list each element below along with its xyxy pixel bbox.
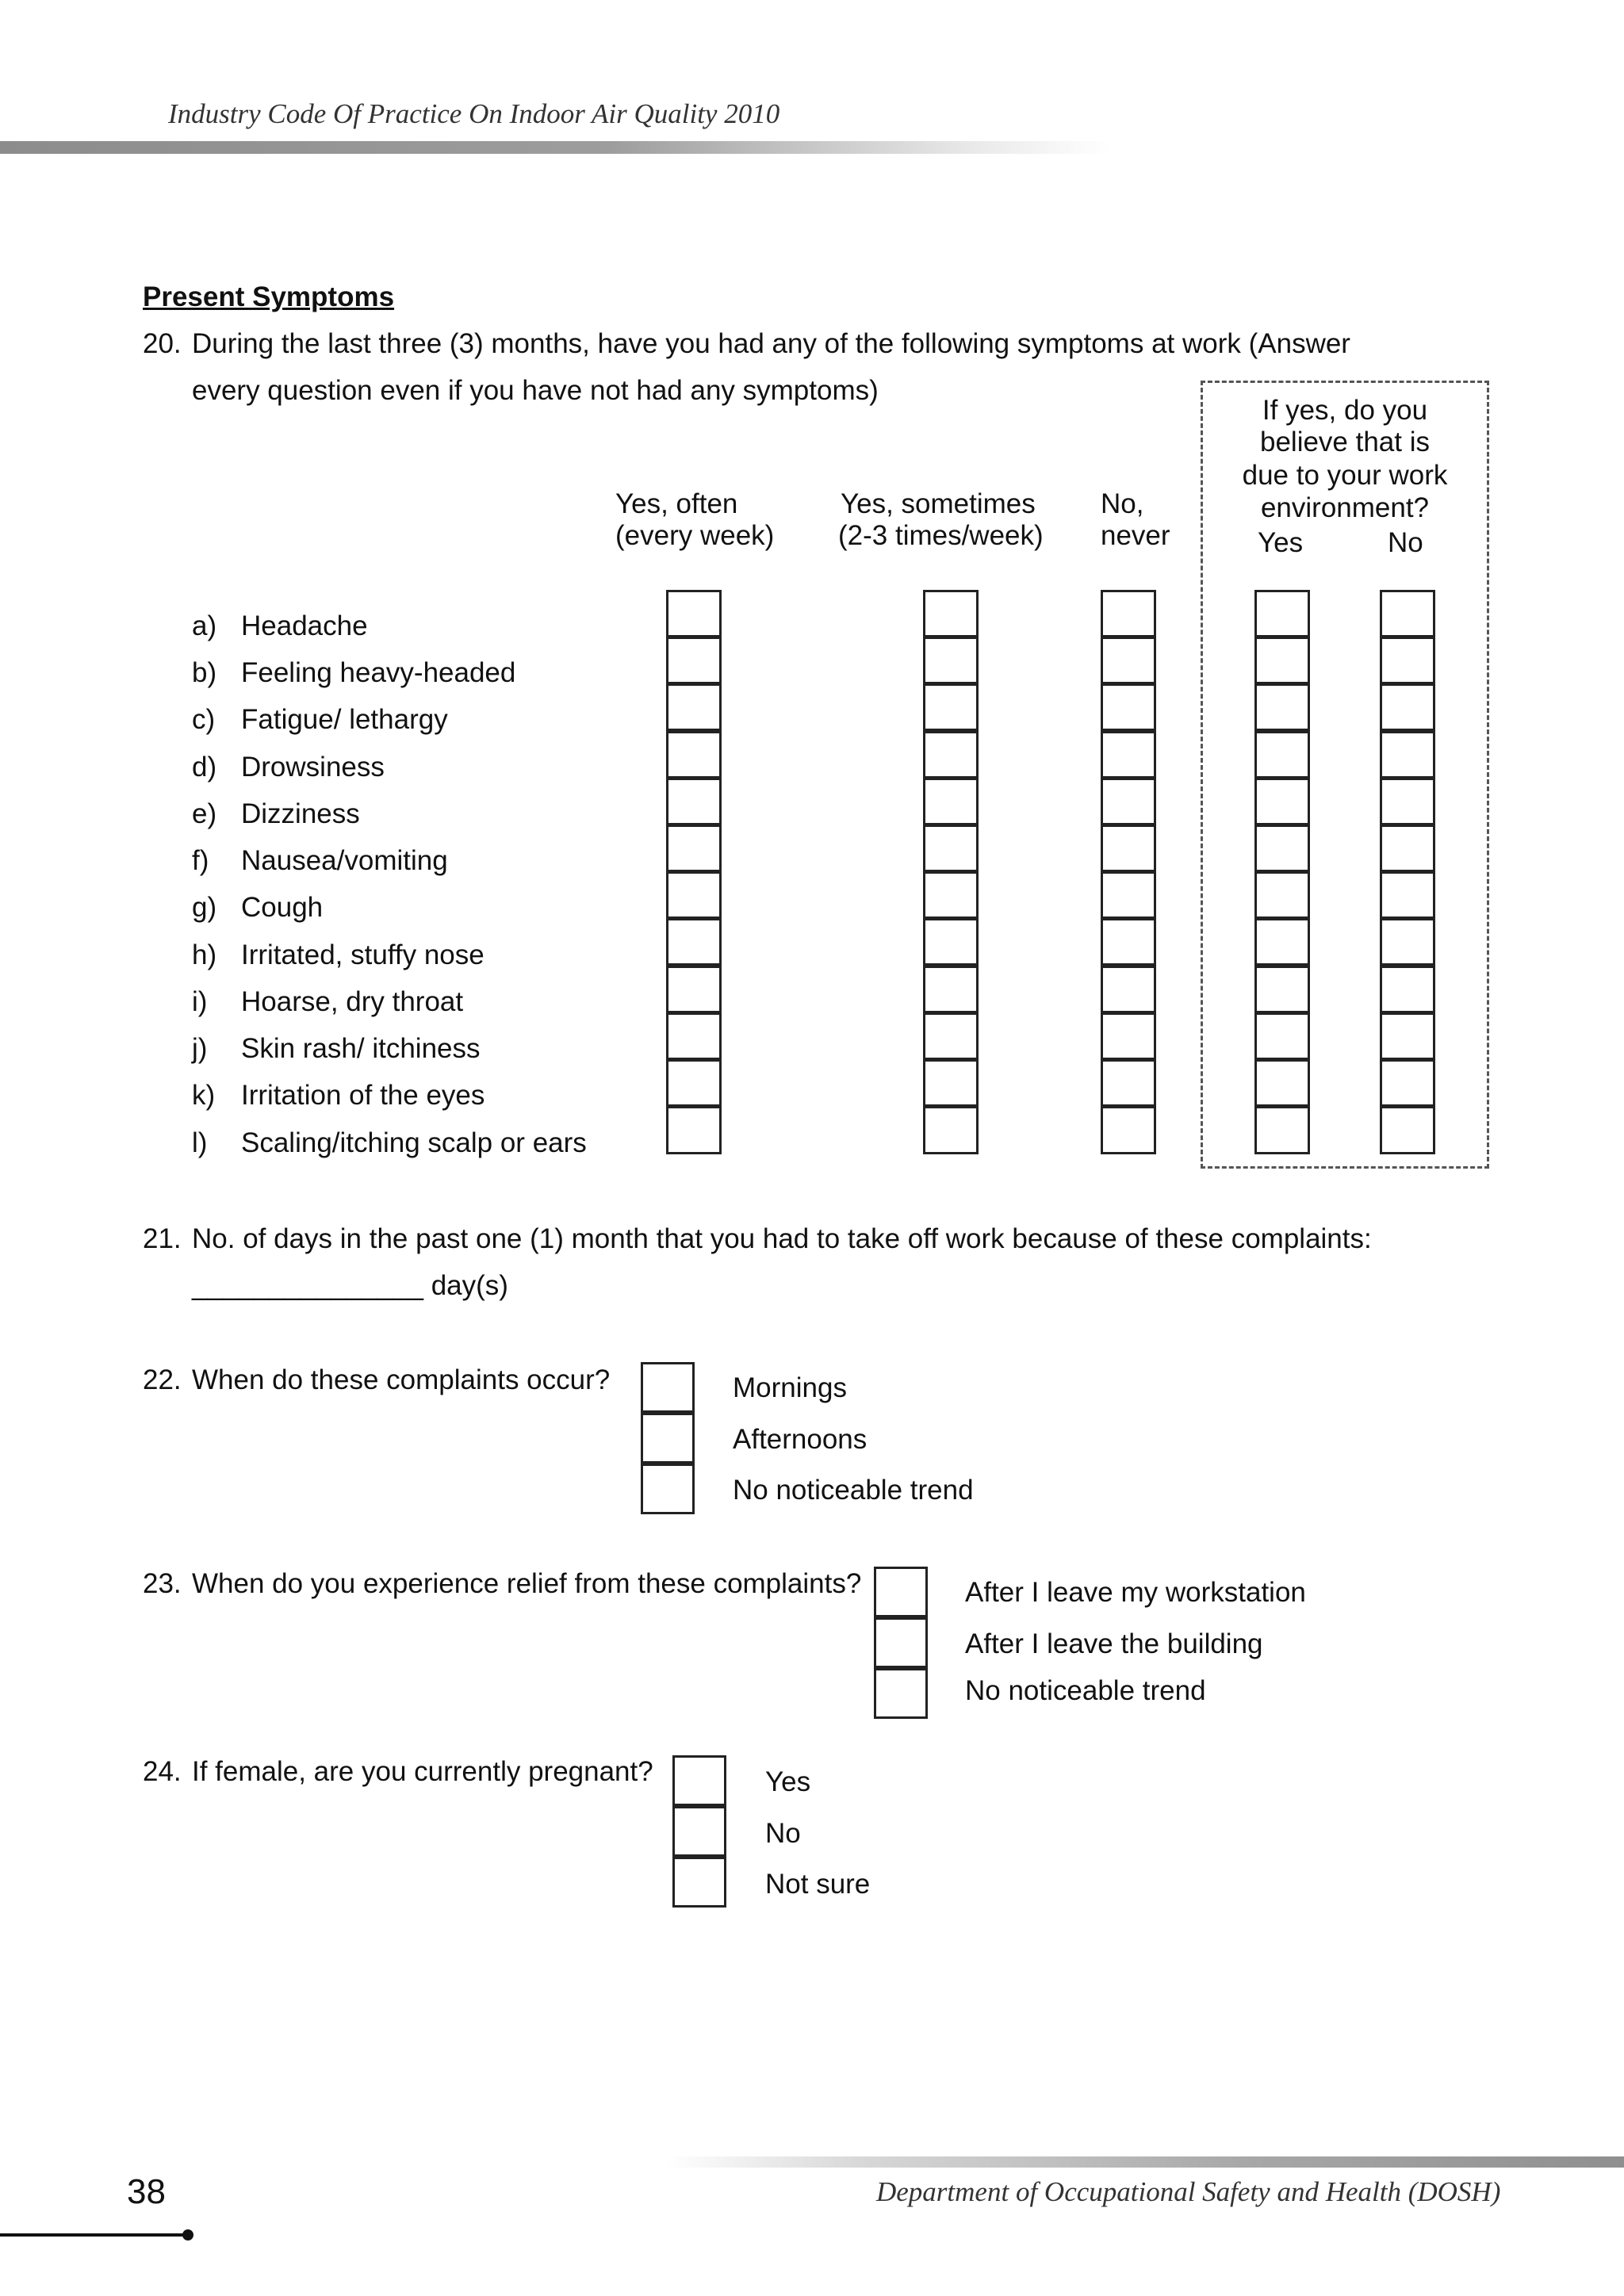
checkbox-never[interactable] xyxy=(1101,825,1156,872)
symptom-label: Dizziness xyxy=(241,798,360,829)
symptom-label: Feeling heavy-headed xyxy=(241,657,516,688)
q22-checkbox-mornings[interactable] xyxy=(641,1362,695,1413)
checkbox-never[interactable] xyxy=(1101,637,1156,684)
checkbox-env-yes[interactable] xyxy=(1254,1106,1310,1154)
symptom-label: Drowsiness xyxy=(241,752,385,783)
checkbox-sometimes[interactable] xyxy=(923,966,979,1013)
symptom-label: Headache xyxy=(241,610,368,641)
checkbox-env-no[interactable] xyxy=(1380,825,1435,872)
q24-checkbox-yes[interactable] xyxy=(672,1755,726,1806)
footer-rule xyxy=(666,2156,1624,2168)
col-env-line1: If yes, do you xyxy=(1262,395,1428,426)
page-number: 38 xyxy=(127,2172,166,2211)
symptom-label: Cough xyxy=(241,892,324,923)
checkbox-sometimes[interactable] xyxy=(923,871,979,919)
checkbox-env-yes[interactable] xyxy=(1254,683,1310,731)
symptom-letter: l) xyxy=(192,1127,208,1158)
q22-checkbox-afternoons[interactable] xyxy=(641,1413,695,1464)
footer-line xyxy=(0,2233,189,2237)
q23-checkbox-building[interactable] xyxy=(874,1617,928,1668)
checkbox-never[interactable] xyxy=(1101,1059,1156,1107)
footer-dot xyxy=(182,2229,193,2241)
col-env-line3: due to your work xyxy=(1242,460,1448,491)
q23-number: 23. xyxy=(143,1568,182,1599)
checkbox-env-yes[interactable] xyxy=(1254,966,1310,1013)
checkbox-sometimes[interactable] xyxy=(923,1012,979,1060)
q22-option: No noticeable trend xyxy=(733,1475,974,1506)
q22-checkbox-no-trend[interactable] xyxy=(641,1464,695,1514)
checkbox-never[interactable] xyxy=(1101,731,1156,779)
symptom-letter: b) xyxy=(192,657,217,688)
q24-option: Yes xyxy=(765,1766,811,1797)
checkbox-env-yes[interactable] xyxy=(1254,590,1310,637)
checkbox-often[interactable] xyxy=(666,1012,722,1060)
checkbox-sometimes[interactable] xyxy=(923,731,979,779)
checkbox-never[interactable] xyxy=(1101,966,1156,1013)
checkbox-env-no[interactable] xyxy=(1380,966,1435,1013)
col-often-line2: (every week) xyxy=(615,520,775,551)
checkbox-never[interactable] xyxy=(1101,1106,1156,1154)
symptom-label: Skin rash/ itchiness xyxy=(241,1033,481,1064)
checkbox-never[interactable] xyxy=(1101,1012,1156,1060)
symptom-letter: c) xyxy=(192,704,216,735)
q21-number: 21. xyxy=(143,1223,182,1254)
checkbox-env-no[interactable] xyxy=(1380,1012,1435,1060)
checkbox-often[interactable] xyxy=(666,1106,722,1154)
checkbox-often[interactable] xyxy=(666,590,722,637)
checkbox-env-no[interactable] xyxy=(1380,590,1435,637)
checkbox-env-yes[interactable] xyxy=(1254,918,1310,966)
q24-text: If female, are you currently pregnant? xyxy=(192,1756,653,1787)
q24-option: No xyxy=(765,1818,801,1849)
checkbox-never[interactable] xyxy=(1101,778,1156,825)
checkbox-often[interactable] xyxy=(666,966,722,1013)
q23-checkbox-workstation[interactable] xyxy=(874,1567,928,1617)
q24-number: 24. xyxy=(143,1756,182,1787)
checkbox-never[interactable] xyxy=(1101,683,1156,731)
col-never-line2: never xyxy=(1101,520,1170,551)
symptom-letter: j) xyxy=(192,1033,208,1064)
symptom-label: Nausea/vomiting xyxy=(241,845,448,876)
symptom-letter: g) xyxy=(192,892,217,923)
checkbox-often[interactable] xyxy=(666,1059,722,1107)
q24-option: Not sure xyxy=(765,1869,871,1900)
q23-option: No noticeable trend xyxy=(965,1675,1206,1706)
q23-option: After I leave the building xyxy=(965,1628,1263,1659)
checkbox-sometimes[interactable] xyxy=(923,590,979,637)
checkbox-env-no[interactable] xyxy=(1380,637,1435,684)
symptom-label: Hoarse, dry throat xyxy=(241,986,464,1017)
col-often-line1: Yes, often xyxy=(615,488,738,519)
checkbox-often[interactable] xyxy=(666,825,722,872)
col-never-line1: No, xyxy=(1101,488,1144,519)
checkbox-env-no[interactable] xyxy=(1380,778,1435,825)
footer-organization: Department of Occupational Safety and Health (DOSH) xyxy=(876,2176,1501,2207)
checkbox-often[interactable] xyxy=(666,778,722,825)
checkbox-env-yes[interactable] xyxy=(1254,1012,1310,1060)
checkbox-often[interactable] xyxy=(666,918,722,966)
symptom-letter: i) xyxy=(192,986,208,1017)
checkbox-never[interactable] xyxy=(1101,871,1156,919)
q23-option: After I leave my workstation xyxy=(965,1577,1306,1608)
q23-text: When do you experience relief from these complaints? xyxy=(192,1568,862,1599)
header-rule xyxy=(0,141,1110,154)
q21-text: No. of days in the past one (1) month that you had to take off work because of these complaints: xyxy=(192,1223,1372,1254)
q22-option: Mornings xyxy=(733,1372,847,1403)
col-env-yes: Yes xyxy=(1258,527,1304,558)
checkbox-sometimes[interactable] xyxy=(923,683,979,731)
q24-checkbox-no[interactable] xyxy=(672,1806,726,1857)
checkbox-env-no[interactable] xyxy=(1380,1106,1435,1154)
symptom-letter: f) xyxy=(192,845,209,876)
checkbox-never[interactable] xyxy=(1101,918,1156,966)
checkbox-sometimes[interactable] xyxy=(923,918,979,966)
symptom-letter: h) xyxy=(192,939,217,970)
checkbox-env-no[interactable] xyxy=(1380,1059,1435,1107)
running-header: Industry Code Of Practice On Indoor Air Quality 2010 xyxy=(168,98,780,129)
checkbox-sometimes[interactable] xyxy=(923,1106,979,1154)
q22-option: Afternoons xyxy=(733,1424,868,1455)
q20-text-line2: every question even if you have not had any symptoms) xyxy=(192,375,879,406)
checkbox-env-yes[interactable] xyxy=(1254,1059,1310,1107)
q22-text: When do these complaints occur? xyxy=(192,1364,611,1395)
symptom-label: Irritated, stuffy nose xyxy=(241,939,485,970)
days-off-field[interactable]: _______________ day(s) xyxy=(192,1270,508,1301)
checkbox-never[interactable] xyxy=(1101,590,1156,637)
checkbox-often[interactable] xyxy=(666,637,722,684)
q20-text-line1: During the last three (3) months, have you had any of the following symptoms at work (Answer xyxy=(192,328,1350,359)
symptom-label: Irritation of the eyes xyxy=(241,1080,485,1111)
symptom-letter: a) xyxy=(192,610,217,641)
checkbox-sometimes[interactable] xyxy=(923,637,979,684)
checkbox-often[interactable] xyxy=(666,731,722,779)
col-env-no: No xyxy=(1388,527,1423,558)
col-sometimes-line1: Yes, sometimes xyxy=(841,488,1036,519)
checkbox-env-no[interactable] xyxy=(1380,871,1435,919)
col-sometimes-line2: (2-3 times/week) xyxy=(838,520,1044,551)
checkbox-env-yes[interactable] xyxy=(1254,637,1310,684)
symptom-label: Scaling/itching scalp or ears xyxy=(241,1127,587,1158)
checkbox-sometimes[interactable] xyxy=(923,825,979,872)
checkbox-env-no[interactable] xyxy=(1380,731,1435,779)
checkbox-env-no[interactable] xyxy=(1380,918,1435,966)
symptom-letter: k) xyxy=(192,1080,216,1111)
checkbox-sometimes[interactable] xyxy=(923,778,979,825)
col-env-line2: believe that is xyxy=(1259,427,1431,457)
symptom-letter: d) xyxy=(192,752,217,783)
q20-number: 20. xyxy=(143,328,182,359)
checkbox-often[interactable] xyxy=(666,871,722,919)
checkbox-env-yes[interactable] xyxy=(1254,825,1310,872)
checkbox-env-no[interactable] xyxy=(1380,683,1435,731)
symptom-letter: e) xyxy=(192,798,217,829)
q23-checkbox-no-trend[interactable] xyxy=(874,1668,928,1719)
checkbox-env-yes[interactable] xyxy=(1254,871,1310,919)
checkbox-env-yes[interactable] xyxy=(1254,731,1310,779)
section-title: Present Symptoms xyxy=(143,281,395,312)
q24-checkbox-not-sure[interactable] xyxy=(672,1857,726,1908)
q22-number: 22. xyxy=(143,1364,182,1395)
col-env-line4: environment? xyxy=(1260,492,1430,523)
checkbox-often[interactable] xyxy=(666,683,722,731)
symptom-label: Fatigue/ lethargy xyxy=(241,704,448,735)
checkbox-env-yes[interactable] xyxy=(1254,778,1310,825)
checkbox-sometimes[interactable] xyxy=(923,1059,979,1107)
